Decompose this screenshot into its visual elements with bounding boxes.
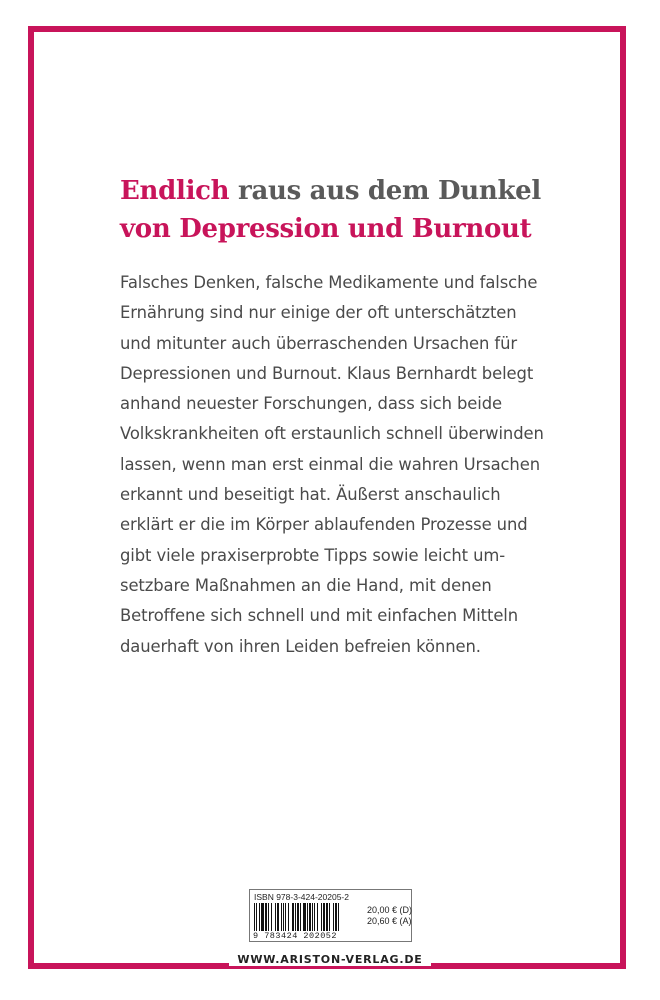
barcode-icon (254, 903, 362, 931)
publisher-website (0, 953, 660, 966)
blurb-line: anhand neuester Forschungen, dass sich beide (120, 394, 503, 414)
blurb-line: und mitunter auch überraschenden Ursachen für (120, 333, 518, 353)
headline-line-1-rest: raus aus dem Dunkel (229, 176, 541, 206)
price-germany: 20,00 € (D) (367, 905, 413, 915)
blurb-line: Volkskrankheiten oft erstaunlich schnell überwinden (120, 424, 544, 444)
blurb-line: erkannt und beseitigt hat. Äußerst anschaulich (120, 485, 501, 505)
barcode-panel (249, 889, 412, 942)
publisher-website-text: WWW.ARISTON-VERLAG.DE (229, 953, 430, 966)
headline (120, 172, 590, 248)
blurb-line: setzbare Maßnahmen an die Hand, mit denen (120, 575, 492, 595)
blurb-line: gibt viele praxiserprobte Tipps sowie leicht um- (120, 545, 506, 565)
blurb-paragraph (120, 268, 560, 662)
blurb-line: Depressionen und Burnout. Klaus Bernhardt belegt (120, 363, 534, 383)
blurb-line: erklärt er die im Körper ablaufenden Prozesse und (120, 515, 528, 535)
price-austria: 20,60 € (A) (367, 916, 412, 926)
blurb-line: lassen, wenn man erst einmal die wahren Ursachen (120, 454, 540, 474)
headline-line-2: von Depression und Burnout (120, 214, 532, 244)
barcode-digits: 9 783424 202052 (253, 931, 338, 941)
headline-line-1 (120, 172, 590, 210)
headline-accent-word: Endlich (120, 176, 230, 206)
blurb-line: Betroffene sich schnell und mit einfachen Mitteln (120, 606, 519, 626)
price-block (367, 905, 412, 927)
blurb-line: dauerhaft von ihren Leiden befreien können. (120, 636, 481, 656)
blurb-line: Falsches Denken, falsche Medikamente und falsche (120, 273, 538, 292)
blurb-line: Ernährung sind nur einige der oft unterschätzten (120, 303, 517, 323)
isbn-label: ISBN 978-3-424-20205-2 (254, 892, 349, 902)
